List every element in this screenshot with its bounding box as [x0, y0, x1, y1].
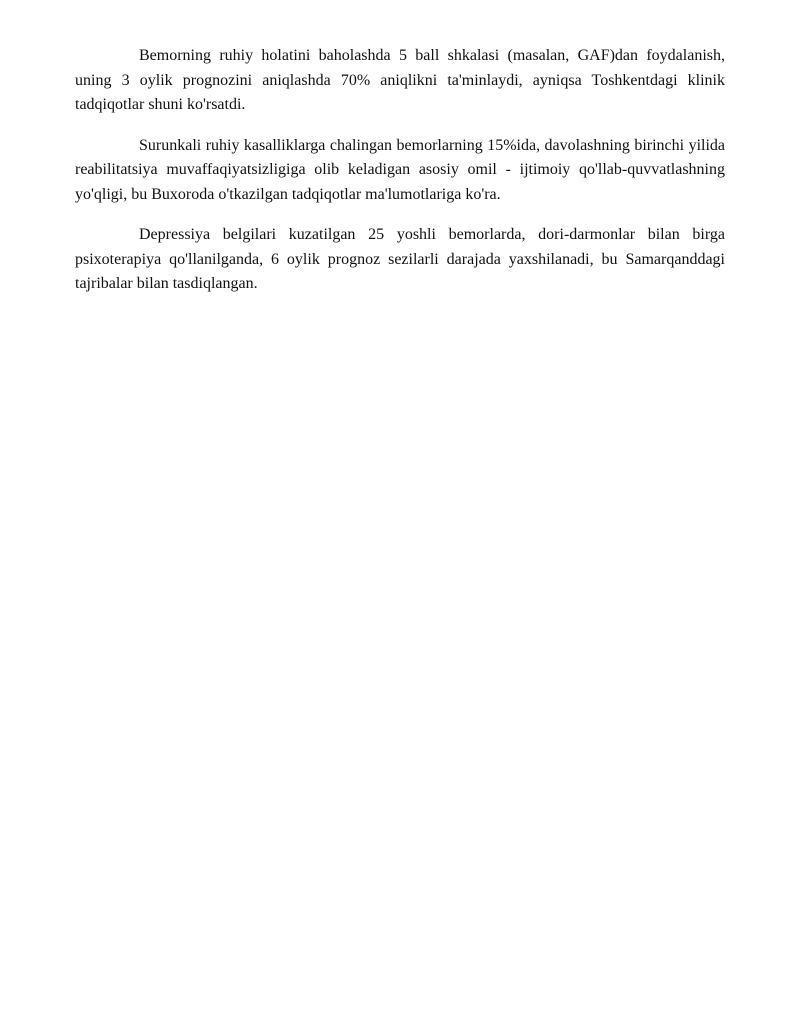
- paragraph-gaf-scale: Bemorning ruhiy holatini baholashda 5 ball shkalasi (masalan, GAF)dan foydalanish, uning 3 oylik prognozini aniqlashda 70% aniqlikni ta'minlaydi, ayniqsa Toshkentdagi klinik tadqiqotlar shuni ko'rsatdi.: [75, 47, 725, 113]
- paragraph-rehabilitation: Surunkali ruhiy kasalliklarga chalingan bemorlarning 15%ida, davolashning birinchi yilida reabilitatsiya muvaffaqiyatsizligiga olib keladigan asosiy omil - ijtimoiy qo'llab-quvvatlashning yo'qligi, bu Buxoroda o'tkazilgan tadqiqotlar ma'lumotlariga ko'ra.: [75, 136, 725, 203]
- document-body: [75, 44, 725, 313]
- paragraph-depression: Depressiya belgilari kuzatilgan 25 yoshli bemorlarda, dori-darmonlar bilan birga psixoterapiya qo'llanilganda, 6 oylik prognoz sezilarli darajada yaxshilanadi, bu Samarqanddagi tajribalar bilan tasdiqlangan.: [75, 226, 725, 292]
